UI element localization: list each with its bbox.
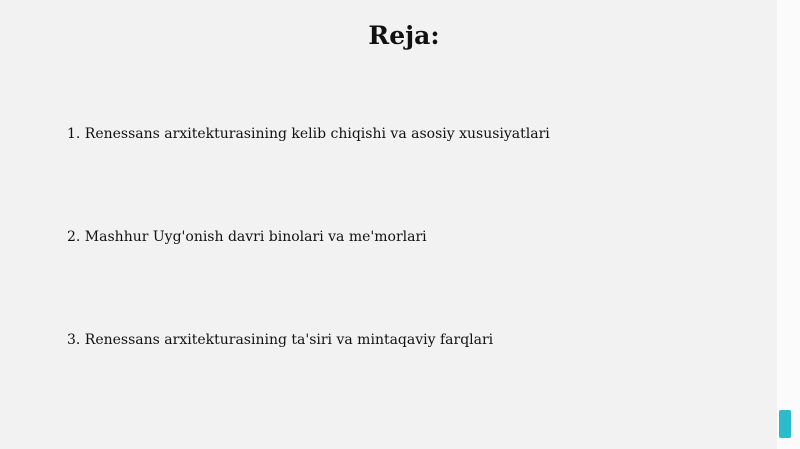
scrollbar-thumb[interactable] (779, 410, 791, 438)
slide-title: Reja: (368, 21, 440, 50)
plan-item-1: 1. Renessans arxitekturasining kelib chiqishi va asosiy xususiyatlari (67, 126, 550, 142)
plan-item-2: 2. Mashhur Uyg'onish davri binolari va me'morlari (67, 229, 427, 245)
plan-item-3: 3. Renessans arxitekturasining ta'siri va mintaqaviy farqlari (67, 332, 494, 348)
vertical-scrollbar[interactable] (777, 0, 800, 449)
